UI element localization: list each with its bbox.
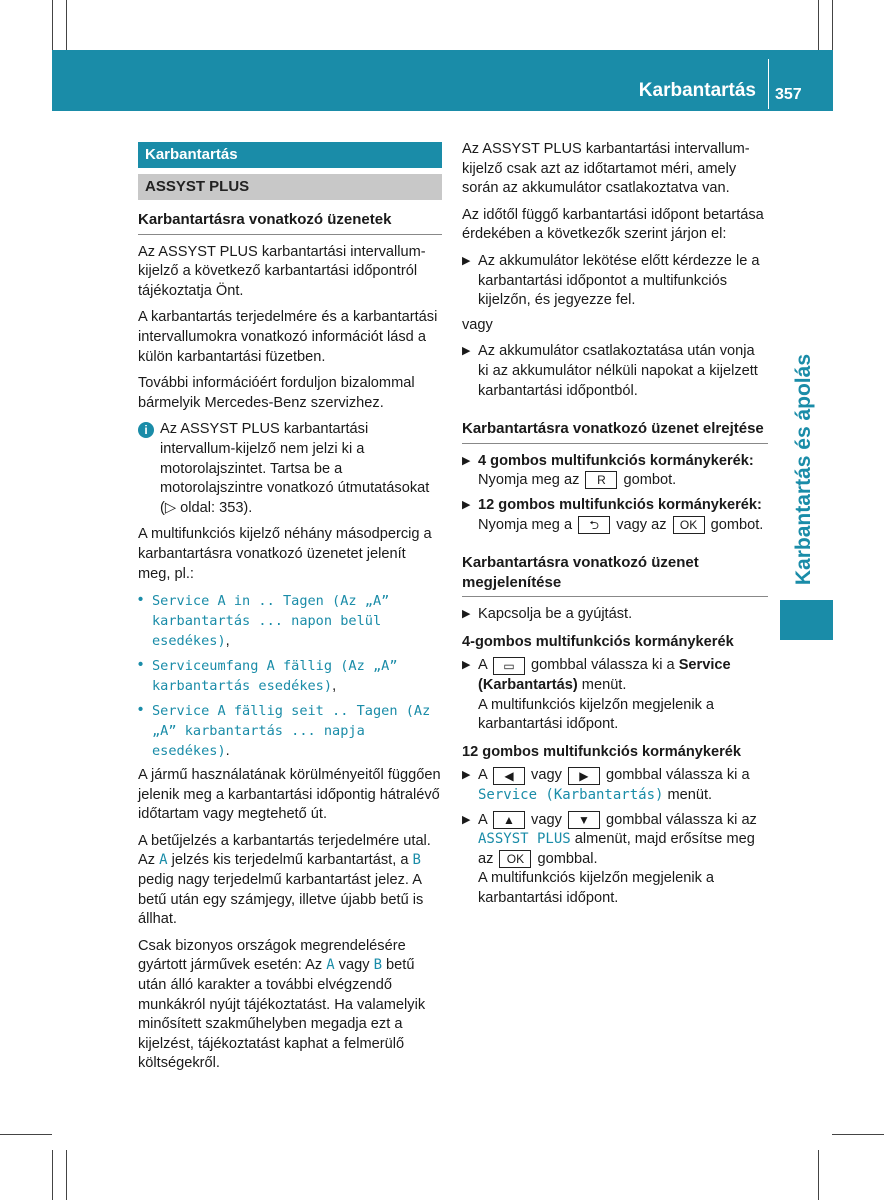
paragraph: A jármű használatának körülményeitől függően jelenik meg a karbantartási időpontig hátralévő időtartam vagy megtehető út. xyxy=(138,767,441,823)
step xyxy=(462,656,768,734)
paragraph xyxy=(138,832,442,930)
bullet-dot: • xyxy=(138,657,144,674)
header-title: Karbantartás xyxy=(638,80,756,101)
subsection-heading: ASSYST PLUS xyxy=(138,174,442,200)
text: A xyxy=(478,811,491,828)
side-tab-label: Karbantartás és ápolás xyxy=(792,354,816,586)
step-text: Az akkumulátor lekötése előtt kérdezze le a karbantartási időpontot a multifunkciós kijelzőn, és jegyezze fel. xyxy=(478,252,760,309)
text: gombbal. xyxy=(533,850,598,867)
note-text: Az ASSYST PLUS karbantartási intervallum-kijelző nem jelzi ki a motorolajszintet. Tartsa be a motorolajszintre vonatkozó útmutatásokat (▷ oldal: 353). xyxy=(160,421,430,516)
text: vagy xyxy=(526,767,566,784)
list-item xyxy=(138,591,442,651)
text: Nyomja meg az xyxy=(478,472,584,489)
paragraph: Az ASSYST PLUS karbantartási intervallum-kijelző csak azt az időtartamot méri, amely során az akkumulátor csatlakoztatva van. xyxy=(462,141,750,197)
side-tab xyxy=(780,350,828,590)
display-message: Service A fällig seit .. Tagen (Az „A” karbantartás ... napja esedékes) xyxy=(152,703,431,760)
arrow-icon: ▶ xyxy=(462,608,471,621)
display-code: B xyxy=(373,957,382,974)
text: gombbal válassza ki a xyxy=(601,767,750,784)
punctuation: , xyxy=(332,678,337,695)
bullet-dot: • xyxy=(138,702,144,719)
display-code: Service (Karbantartás) xyxy=(478,787,664,804)
step xyxy=(462,811,768,909)
text: menüt. xyxy=(577,677,627,694)
bullet-dot: • xyxy=(138,592,144,609)
arrow-icon: ▶ xyxy=(462,345,471,358)
up-key-icon: ▲ xyxy=(493,811,525,829)
page-number: 357 xyxy=(775,86,802,103)
right-key-icon: ▶ xyxy=(568,767,600,785)
step xyxy=(462,252,768,311)
text: jelzés kis terjedelmű karbantartást, a xyxy=(167,852,413,869)
text: pedig nagy terjedelmű karbantartást jelez. A betű után egy számjegy, illetve újabb betű is állhat. xyxy=(138,872,424,928)
display-code: ASSYST PLUS xyxy=(478,831,571,848)
text: almenüt, majd erősítse meg az xyxy=(478,831,755,867)
display-code: A xyxy=(159,852,168,869)
back-key-icon: ⮌ xyxy=(578,516,610,534)
text: gombbal válassza ki az xyxy=(601,811,757,828)
step xyxy=(462,452,768,491)
key-icon: R xyxy=(585,471,617,489)
paragraph: További információért forduljon bizalommal bármelyik Mercedes-Benz szervizhez. xyxy=(138,375,415,411)
step xyxy=(462,605,768,625)
paragraph xyxy=(138,937,442,1074)
step xyxy=(462,766,768,805)
bold-text: 4 gombos multifunkciós kormánykerék: xyxy=(478,452,754,469)
ok-key-icon: OK xyxy=(499,850,531,868)
left-key-icon: ◀ xyxy=(493,767,525,785)
arrow-icon: ▶ xyxy=(462,254,471,267)
bold-text: 12 gombos multifunkciós kormánykerék: xyxy=(478,496,762,513)
info-note xyxy=(138,420,442,518)
text: menüt. xyxy=(663,787,713,804)
display-message: Serviceumfang A fällig (Az „A” karbantartás esedékes) xyxy=(152,658,398,695)
paragraph: Az ASSYST PLUS karbantartási intervallum-kijelző a következő karbantartási időpontról tájékoztatja Önt. xyxy=(138,243,426,299)
topic-heading: Karbantartásra vonatkozó üzenetek xyxy=(138,210,442,235)
text: A xyxy=(478,767,491,784)
crop-mark xyxy=(52,1150,53,1200)
punctuation: . xyxy=(225,743,230,760)
display-code: A xyxy=(326,957,335,974)
right-column xyxy=(462,140,768,914)
text: gombot. xyxy=(619,472,677,489)
subheading: 12 gombos multifunkciós kormánykerék xyxy=(462,743,741,760)
topic-heading: Karbantartásra vonatkozó üzenet megjelenítése xyxy=(462,553,768,597)
crop-mark xyxy=(818,1150,819,1200)
text: vagy xyxy=(334,957,374,974)
paragraph: Az időtől függő karbantartási időpont betartása érdekében a következők szerint járjon el: xyxy=(462,206,764,243)
crop-mark xyxy=(832,1134,884,1135)
arrow-icon: ▶ xyxy=(462,659,471,672)
bold-text: Service (Karbantartás) xyxy=(478,657,731,694)
crop-mark xyxy=(0,1134,52,1135)
text: betű után álló karakter a további elvégzendő munkákról nyújt tájékoztatást. Ha valamelyik minősített szakműhelyben megadja ezt a kijelzést, tájékoztatást kaphat a felmerülő költségekről. xyxy=(138,957,426,1072)
ok-key-icon: OK xyxy=(673,516,705,534)
paragraph: vagy xyxy=(462,316,493,333)
text: Nyomja meg a xyxy=(478,516,577,533)
text: gombot. xyxy=(706,516,764,533)
result-text: A multifunkciós kijelzőn megjelenik a karbantartási időpont. xyxy=(478,870,715,906)
list-item xyxy=(138,701,442,761)
down-key-icon: ▼ xyxy=(568,811,600,829)
paragraph: A karbantartás terjedelmére és a karbantartási intervallumokra vonatkozó információt lásd a külön karbantartási füzetben. xyxy=(138,309,438,365)
crop-mark xyxy=(52,0,53,50)
display-code: B xyxy=(412,852,421,869)
crop-mark xyxy=(832,0,833,50)
step-text: Kapcsolja be a gyújtást. xyxy=(478,606,633,623)
section-heading: Karbantartás xyxy=(138,142,442,168)
list-item xyxy=(138,656,442,696)
text: A betűjelzés a karbantartás terjedelmére utal. Az xyxy=(138,832,431,869)
step-text: Az akkumulátor csatlakoztatása után vonja ki az akkumulátor nélküli napokat a kijelzett karbantartási időpontból. xyxy=(478,343,758,399)
arrow-icon: ▶ xyxy=(462,769,471,782)
arrow-icon: ▶ xyxy=(462,813,471,826)
menu-key-icon: ▭ xyxy=(493,657,525,675)
crop-mark xyxy=(66,1150,67,1200)
paragraph: A multifunkciós kijelző néhány másodpercig a karbantartásra vonatkozó üzenetet jelenít meg, pl.: xyxy=(138,526,432,582)
text: A xyxy=(478,657,491,674)
arrow-icon: ▶ xyxy=(462,498,471,511)
step xyxy=(462,342,768,401)
side-tab-marker xyxy=(780,600,833,640)
info-icon: i xyxy=(138,422,154,438)
left-column xyxy=(138,140,442,1081)
step xyxy=(462,496,768,535)
punctuation: , xyxy=(225,633,230,650)
crop-mark xyxy=(818,0,819,50)
topic-heading: Karbantartásra vonatkozó üzenet elrejtése xyxy=(462,419,768,444)
text: vagy xyxy=(526,811,566,828)
text: vagy az xyxy=(612,516,671,533)
result-text: A multifunkciós kijelzőn megjelenik a karbantartási időpont. xyxy=(478,696,715,733)
text: Csak bizonyos országok megrendelésére gyártott járművek esetén: Az xyxy=(138,937,406,974)
text: gombbal válassza ki a xyxy=(526,657,679,674)
display-message: Service A in .. Tagen (Az „A” karbantartás ... napon belül esedékes) xyxy=(152,593,390,650)
crop-mark xyxy=(66,0,67,50)
header-divider xyxy=(768,59,769,109)
subheading: 4-gombos multifunkciós kormánykerék xyxy=(462,633,734,650)
arrow-icon: ▶ xyxy=(462,454,471,467)
